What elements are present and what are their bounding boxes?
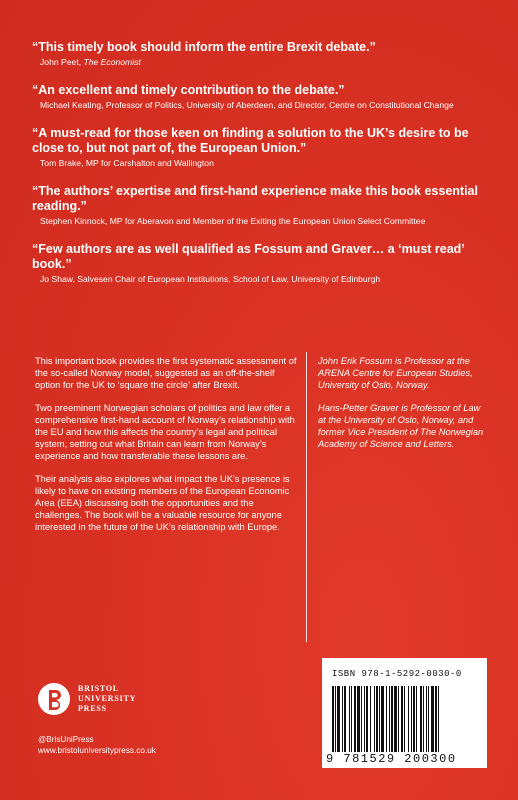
author-bio-text: is Professor of Law at the University of Oslo, Norway, and former Vice President of The Norwegian Academy of Science and Letters. <box>318 402 484 450</box>
quote-text: “An excellent and timely contribution to the debate.” <box>32 83 345 97</box>
author-bio <box>318 355 488 392</box>
endorsement-quotes <box>32 40 487 300</box>
publisher-name <box>78 684 136 714</box>
quote-source: Michael Keating, Professor of Politics, University of Aberdeen, and Director, Centre on Constitutional Change <box>40 100 454 110</box>
quote-text: “A must-read for those keen on finding a solution to the UK’s desire to be close to, but not part of, the European Union.” <box>32 126 469 155</box>
isbn-label: ISBN 978-1-5292-0030-0 <box>332 669 462 679</box>
publisher-logo <box>38 683 136 715</box>
author-bios <box>318 355 488 460</box>
publisher-name-line: PRESS <box>78 704 107 713</box>
quote <box>32 83 487 111</box>
quote-text: “This timely book should inform the entire Brexit debate.” <box>32 40 376 54</box>
website-url: www.bristoluniversitypress.co.uk <box>38 746 156 755</box>
quote-source: Tom Brake, MP for Carshalton and Wallington <box>40 158 214 168</box>
quote <box>32 126 487 169</box>
author-bio <box>318 402 488 451</box>
quote-source: Stephen Kinnock, MP for Aberavon and Member of the Exiting the European Union Select Committee <box>40 216 426 226</box>
description-paragraph: Two preeminent Norwegian scholars of politics and law offer a comprehensive first-hand account of Norway’s relationship with the EU and how this affects the country’s legal and political system, setting out what Britain can learn from Norway’s experience and how transferable these lessons are. <box>35 402 295 462</box>
publisher-contact <box>38 734 156 756</box>
barcode <box>322 658 487 768</box>
publisher-name-line: UNIVERSITY <box>78 694 137 703</box>
description-paragraph: This important book provides the first systematic assessment of the so-called Norway model, suggested as an off-the-shelf option for the UK to ‘square the circle’ after Brexit. <box>35 356 297 391</box>
author-bio-text: is Professor at the ARENA Centre for European Studies, University of Oslo, Norway. <box>318 356 473 391</box>
author-name: John Erik Fossum <box>318 356 393 366</box>
barcode-bars <box>332 686 477 752</box>
barcode-digits: 9 781529 200300 <box>326 752 457 766</box>
quote-source-text: John Peet, <box>40 57 84 67</box>
description-paragraph: Their analysis also explores what impact the UK’s presence is likely to have on existing members of the European Economic Area (EEA) discussing both the opportunities and the challenges. The book will be a valuable resource for anyone interested in the future of the UK’s relationship with Europe. <box>35 473 290 533</box>
quote-source <box>32 57 487 68</box>
bristol-b-icon <box>38 683 70 715</box>
quote-text: “Few authors are as well qualified as Fossum and Graver… a ‘must read’ book.” <box>32 242 465 271</box>
author-name: Hans-Petter Graver <box>318 402 399 413</box>
quote-source: Jo Shaw, Salvesen Chair of European Institutions, School of Law, University of Edinburgh <box>40 274 381 284</box>
quote-text: “The authors’ expertise and first-hand experience make this book essential reading.” <box>32 184 478 213</box>
column-divider <box>306 352 307 642</box>
book-description <box>35 355 300 544</box>
twitter-handle: @BrisUniPress <box>38 735 94 744</box>
quote <box>32 40 487 68</box>
quote <box>32 242 487 285</box>
publisher-name-line: BRISTOL <box>78 684 120 693</box>
quote-source-publication: The Economist <box>83 57 141 67</box>
quote <box>32 184 487 227</box>
